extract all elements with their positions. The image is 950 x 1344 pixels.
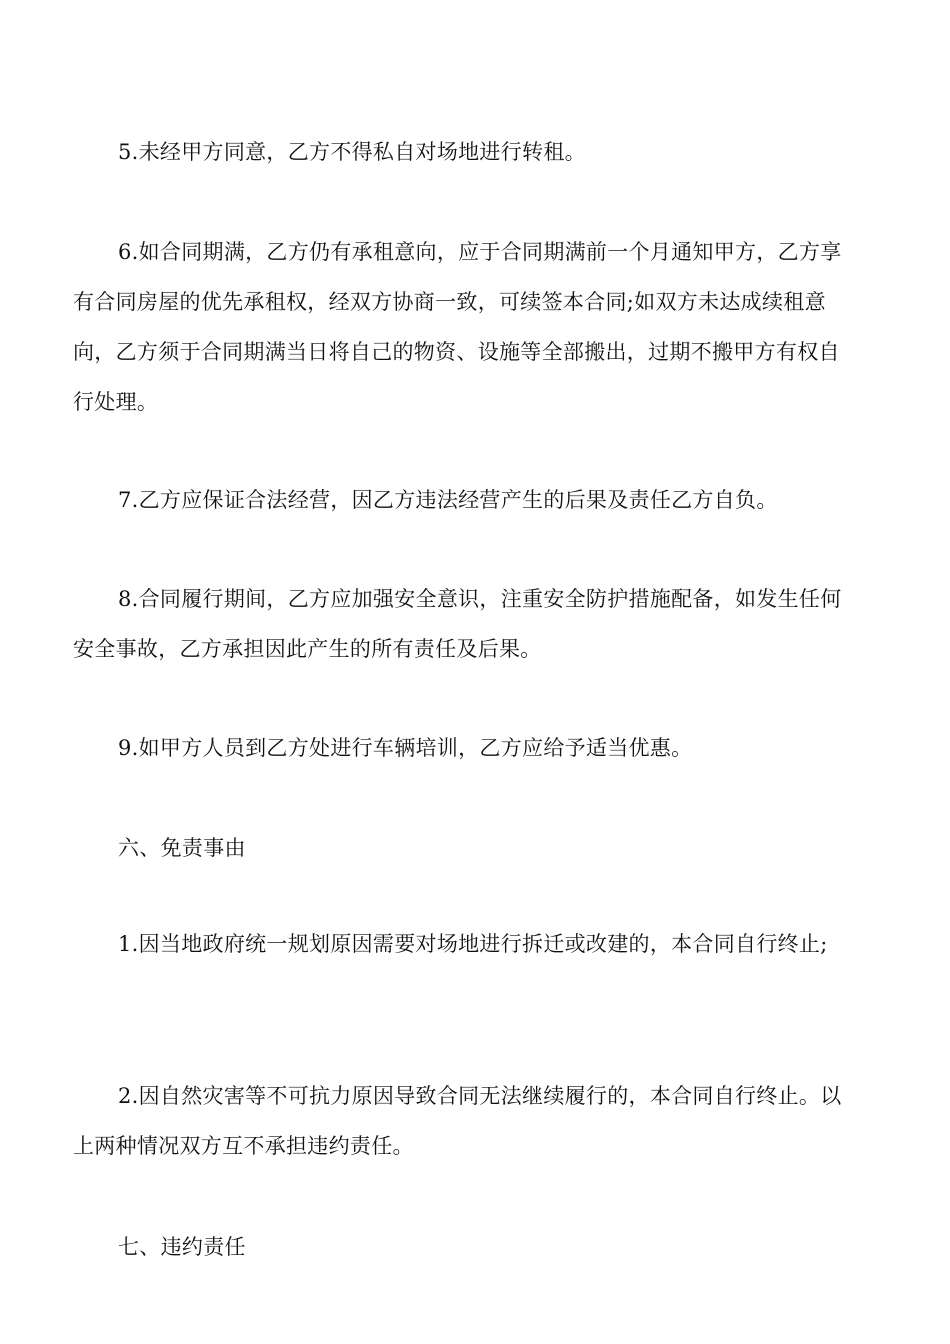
section-7-heading: 七、违约责任 xyxy=(118,1235,246,1259)
section-6-clause-2-line-1: 2.因自然灾害等不可抗力原因导致合同无法继续履行的，本合同自行终止。以 xyxy=(118,1084,842,1108)
section-6-clause-2 xyxy=(73,1071,883,1171)
section-6-clause-1-line-1: 1.因当地政府统一规划原因需要对场地进行拆迁或改建的，本合同自行终止; xyxy=(118,932,828,956)
clause-8-line-1: 8.合同履行期间，乙方应加强安全意识，注重安全防护措施配备，如发生任何 xyxy=(118,587,842,611)
clause-5 xyxy=(73,127,883,177)
clause-9-line-1: 9.如甲方人员到乙方处进行车辆培训，乙方应给予适当优惠。 xyxy=(118,736,693,760)
clause-7 xyxy=(73,475,883,525)
section-6-heading: 六、免责事由 xyxy=(118,836,246,860)
section-6-clause-1 xyxy=(73,919,883,969)
clause-6-line-4: 行处理。 xyxy=(73,390,159,414)
clause-6-line-2: 有合同房屋的优先承租权，经双方协商一致，可续签本合同;如双方未达成续租意 xyxy=(73,290,826,314)
clause-6 xyxy=(73,227,883,427)
clause-5-line-1: 5.未经甲方同意，乙方不得私自对场地进行转租。 xyxy=(118,140,586,164)
clause-7-line-1: 7.乙方应保证合法经营，因乙方违法经营产生的后果及责任乙方自负。 xyxy=(118,488,778,512)
section-6-clause-2-line-2: 上两种情况双方互不承担违约责任。 xyxy=(73,1134,414,1158)
clause-6-line-3: 向，乙方须于合同期满当日将自己的物资、设施等全部搬出，过期不搬甲方有权自 xyxy=(73,340,840,364)
clause-8-line-2: 安全事故，乙方承担因此产生的所有责任及后果。 xyxy=(73,637,542,661)
clause-6-line-1: 6.如合同期满，乙方仍有承租意向，应于合同期满前一个月通知甲方，乙方享 xyxy=(118,240,842,264)
clause-9 xyxy=(73,723,883,773)
clause-8 xyxy=(73,574,883,674)
